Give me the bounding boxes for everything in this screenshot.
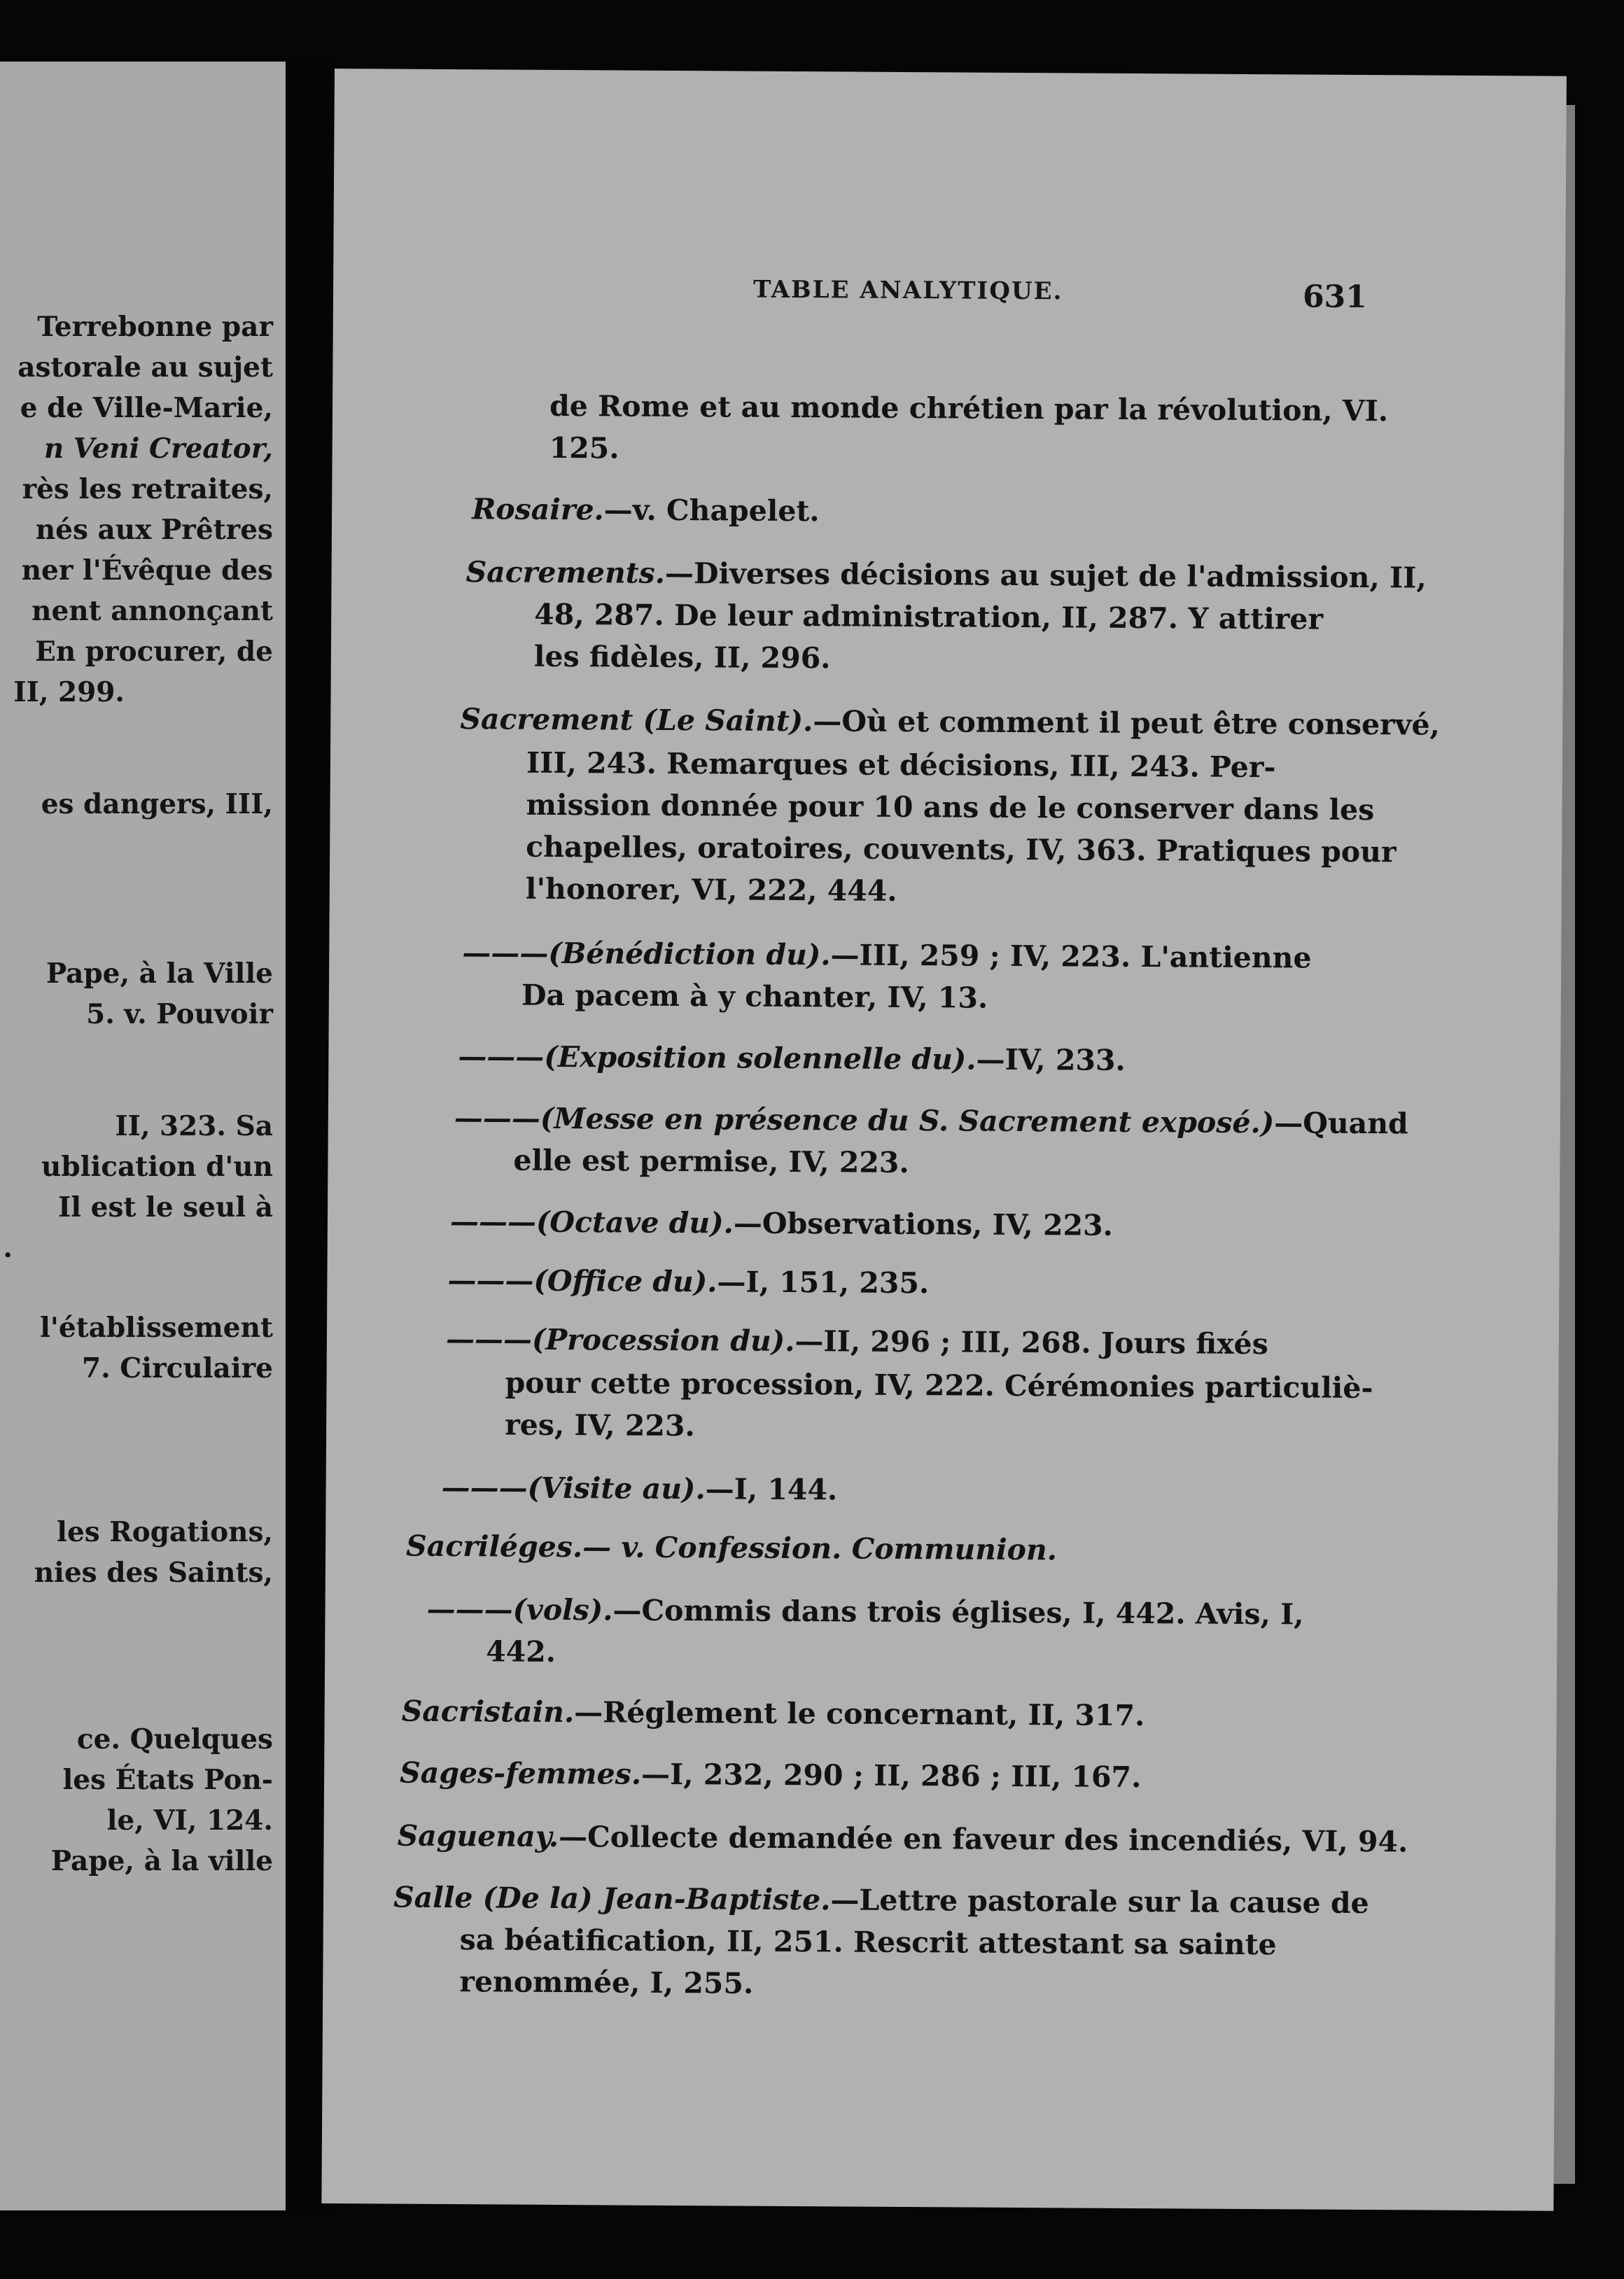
entry-line: res, IV, 223. [505, 1408, 695, 1443]
entry-text: —Diverses décisions au sujet de l'admission, II, [664, 556, 1427, 595]
facing-page [0, 62, 286, 2210]
facing-line: Pape, à la Ville [46, 958, 273, 990]
index-entry-sacristain [401, 1694, 1145, 1733]
entry-heading: Sacristain. [401, 1694, 575, 1730]
facing-line: le, VI, 124. [106, 1804, 273, 1837]
entry-line: III, 243. Remarques et décisions, III, 243. Per- [526, 745, 1276, 785]
entry-line: de Rome et au monde chrétien par la révolution, VI. [549, 388, 1389, 428]
facing-line: II, 323. Sa [115, 1110, 273, 1142]
facing-line: ner l'Évêque des [21, 554, 273, 587]
facing-line: En procurer, de [35, 636, 273, 668]
entry-heading: ———(Office du). [447, 1263, 718, 1299]
facing-line: 7. Circulaire [81, 1352, 273, 1384]
entry-text: —Observations, IV, 223. [733, 1206, 1114, 1242]
entry-heading: Sacriléges. [405, 1529, 583, 1564]
index-entry-procession [445, 1322, 1268, 1361]
entry-line: mission donnée pour 10 ans de le conserver dans les [526, 787, 1375, 827]
entry-line: elle est permise, IV, 223. [513, 1143, 909, 1180]
index-entries [389, 321, 1441, 2000]
index-entry-sages-femmes [399, 1755, 1142, 1795]
facing-line: e de Ville-Marie, [20, 392, 273, 424]
facing-line: II, 299. [13, 676, 125, 708]
index-entry-saint-sacrement [460, 702, 1441, 742]
entry-line: chapelles, oratoires, couvents, IV, 363. Pratiques pour [526, 829, 1396, 869]
running-head: TABLE ANALYTIQUE. [752, 275, 1063, 306]
entry-text: —Quand [1274, 1106, 1408, 1141]
entry-text: —v. Chapelet. [603, 493, 820, 528]
facing-line: Il est le seul à [58, 1191, 273, 1223]
facing-line: nés aux Prêtres [35, 514, 273, 546]
facing-line: n Veni Creator, [43, 433, 273, 465]
entry-heading: Sacrements. [465, 555, 666, 590]
facing-line: Terrebonne par [37, 311, 273, 343]
index-entry-visite [441, 1470, 838, 1507]
facing-line: les États Pon- [62, 1764, 273, 1796]
facing-line: nent annonçant [31, 595, 273, 627]
facing-line: nies des Saints, [34, 1557, 273, 1589]
entry-heading: ———(Exposition solennelle du). [458, 1039, 976, 1077]
index-entry-sacrements [465, 555, 1427, 595]
facing-line: ce. Quelques [76, 1723, 273, 1755]
entry-line: renommée, I, 255. [459, 1965, 754, 2000]
entry-heading: Salle (De la) Jean-Baptiste. [393, 1880, 831, 1917]
facing-line: es dangers, III, [41, 788, 273, 820]
entry-line: 48, 287. De leur administration, II, 287. Y attirer [534, 597, 1324, 636]
facing-line: astorale au sujet [18, 351, 273, 384]
entry-text: —IV, 233. [976, 1042, 1126, 1077]
entry-text: —Collecte demandée en faveur des incendiés, VI, 94. [558, 1820, 1408, 1859]
facing-line: . [3, 1232, 13, 1264]
entry-heading: ———(Visite au). [441, 1470, 706, 1506]
entry-text: — v. Confession. Communion. [582, 1530, 1058, 1567]
entry-line: sa béatification, II, 251. Rescrit attestant sa sainte [459, 1923, 1277, 1962]
entry-heading: ———(Bénédiction du). [462, 936, 831, 972]
entry-text: —II, 296 ; III, 268. Jours fixés [794, 1324, 1268, 1361]
index-entry-octave [450, 1207, 1113, 1240]
entry-heading: Saguenay. [397, 1818, 559, 1854]
entry-text: —I, 151, 235. [717, 1265, 930, 1300]
index-entry-sacrileges [405, 1529, 1058, 1567]
index-entry-salle [393, 1880, 1369, 1921]
entry-text: —Réglement le concernant, II, 317. [574, 1695, 1145, 1733]
entry-text: —Commis dans trois églises, I, 442. Avis, I, [612, 1593, 1304, 1632]
entry-heading: ———(Messe en présence du S. Sacrement exposé.) [454, 1101, 1275, 1140]
entry-heading: Rosaire. [472, 492, 604, 527]
page-number: 631 [1302, 279, 1368, 316]
facing-line: rès les retraites, [22, 473, 273, 505]
entry-line: l'honorer, VI, 222, 444. [525, 871, 897, 908]
entry-line [521, 978, 988, 1015]
index-entry-vols [426, 1592, 1304, 1632]
entry-text: —Lettre pastorale sur la cause de [830, 1883, 1369, 1921]
entry-text: —III, 259 ; IV, 223. L'antienne [830, 938, 1312, 975]
entry-heading: ———(Procession du). [445, 1322, 795, 1359]
entry-heading: ———(vols). [426, 1592, 613, 1627]
entry-line: 125. [549, 430, 620, 465]
entry-line: les fidèles, II, 296. [533, 639, 831, 675]
facing-line: les Rogations, [57, 1516, 273, 1548]
entry-heading: Sacrement (Le Saint). [460, 702, 813, 738]
entry-line: 442. [486, 1634, 556, 1669]
entry-heading: ———(Octave du). [449, 1205, 734, 1240]
entry-text: —I, 144. [705, 1472, 838, 1507]
entry-heading: Sages-femmes. [399, 1755, 642, 1791]
facing-line: ublication d'un [41, 1151, 273, 1183]
facing-line: Pape, à la ville [50, 1845, 273, 1877]
facing-line: 5. v. Pouvoir [86, 998, 273, 1030]
facing-line: l'établissement [40, 1312, 273, 1344]
entry-text: Da pacem à y chanter, IV, 13. [521, 978, 988, 1015]
index-page [321, 69, 1567, 2211]
index-entry-exposition [458, 1039, 1126, 1077]
index-entry-rosaire [472, 492, 820, 528]
index-entry-messe [454, 1101, 1408, 1141]
index-entry-saguenay [397, 1818, 1408, 1859]
entry-text: —I, 232, 290 ; II, 286 ; III, 167. [640, 1757, 1142, 1795]
index-entry-benediction [462, 936, 1312, 975]
index-entry-office [447, 1263, 930, 1300]
entry-line: pour cette procession, IV, 222. Cérémonies particuliè- [505, 1366, 1373, 1405]
entry-text: —Où et comment il peut être conservé, [813, 704, 1441, 742]
